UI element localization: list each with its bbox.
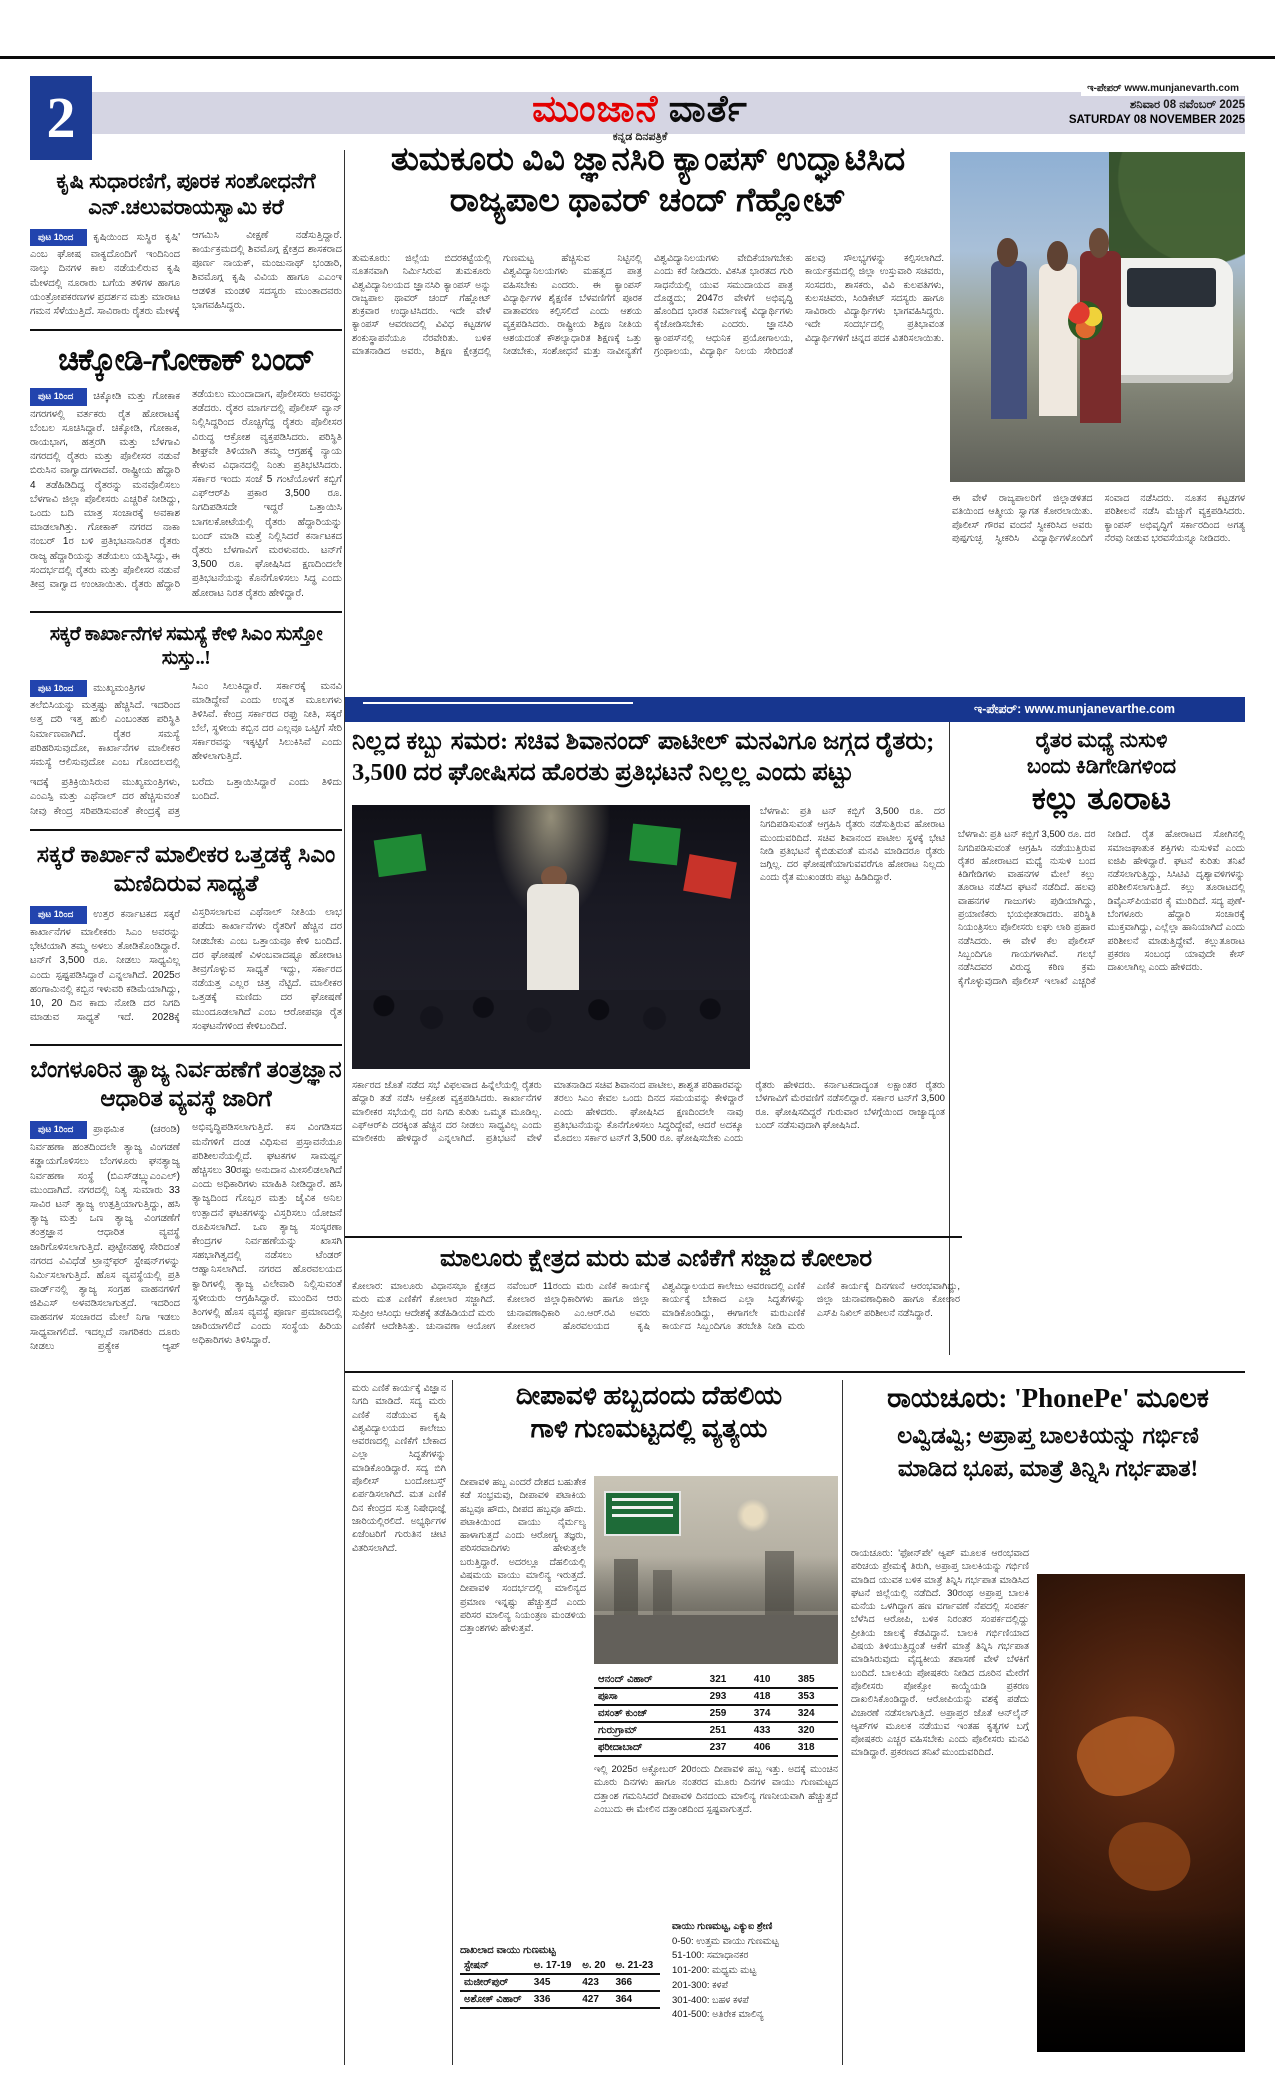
article-cane [352, 727, 945, 1232]
page-top-rule [0, 56, 1275, 59]
body-text: ಬೆಳಗಾವಿ: ಪ್ರತಿ ಟನ್ ಕಬ್ಬಿಗೆ 3,500 ರೂ. ದರ ನಿಗದಿಪಡಿಸುವಂತೆ ಆಗ್ರಹಿಸಿ ನಡೆಯುತ್ತಿರುವ ರೈತರ ಹೋರಾಟದ ಮಧ್ಯೆ ನುಸುಳಿ ಬಂದ ಕಿಡಿಗೇಡಿಗಳು ವಾಹನಗಳ ಮೇಲೆ ಕಲ್ಲು ತೂರಾಟ ನಡೆಸಿದ ಘಟನೆ ನಡೆದಿದೆ. ಹಲವು ವಾಹನಗಳ ಗಾಜುಗಳು ಪುಡಿಯಾಗಿದ್ದು, ಪ್ರಯಾಣಿಕರು ಭಯಭೀತರಾದರು. ಪರಿಸ್ಥಿತಿ ನಿಯಂತ್ರಿಸಲು ಪೊಲೀಸರು ಲಘು ಲಾಠಿ ಪ್ರಹಾರ ನಡೆಸಿದರು. ಈ ವೇಳೆ ಕೆಲ ಪೊಲೀಸ್ ಸಿಬ್ಬಂದಿಗೂ ಗಾಯಗಳಾಗಿವೆ. ಗಲಭೆ ನಡೆಸಿದವರ ವಿರುದ್ಧ ಕಠಿಣ ಕ್ರಮ ಕೈಗೊಳ್ಳುವುದಾಗಿ ಪೊಲೀಸ್ ಇಲಾಖೆ ಎಚ್ಚರಿಕೆ ನೀಡಿದೆ. ರೈತ ಹೋರಾಟದ ಸೋಗಿನಲ್ಲಿ ಸಮಾಜಘಾತುಕ ಶಕ್ತಿಗಳು ನುಸುಳಿವೆ ಎಂದು ಐಜಿಪಿ ಹೇಳಿದ್ದಾರೆ. ಘಟನೆ ಕುರಿತು ತನಿಖೆ ನಡೆಸಲಾಗುತ್ತಿದ್ದು, ಸಿಸಿಟಿವಿ ದೃಶ್ಯಾವಳಿಗಳನ್ನು ಪರಿಶೀಲಿಸಲಾಗುತ್ತಿದೆ. ಕಲ್ಲು ತೂರಾಟದಲ್ಲಿ ಡಿವೈಎಸ್‌ಪಿಯವರ ಕೈ ಮುರಿದಿದೆ. ಸದ್ಯ ಪುಣೆ-ಬೆಂಗಳೂರು ಹೆದ್ದಾರಿ ಸಂಚಾರಕ್ಕೆ ಮುಕ್ತವಾಗಿದ್ದು, ಎಲ್ಲೆಲ್ಲಾ ಹಾನಿಯಾಗಿದೆ ಎಂದು ಪರಿಶೀಲನೆ ಮಾಡುತ್ತಿದ್ದೇವೆ. ಕಲ್ಲುತೂರಾಟ ಪ್ರಕರಣ ಸಂಬಂಧ ಯಾವುದೇ ಕೇಸ್ ದಾಖಲಾಗಿಲ್ಲ ಎಂದು ಹೇಳಿದರು. [958, 829, 1245, 987]
article-tumkur-body [352, 252, 944, 682]
divider [30, 329, 342, 331]
article-cm-tired-body [30, 680, 342, 771]
epaper-bar-url[interactable]: ಇ-ಪೇಪರ್: www.munjanevarthe.com [974, 702, 1175, 716]
body-text: ಮುಖ್ಯಮಂತ್ರಿಗಳ ತಲೆಬಿಸಿಯನ್ನು ಮತ್ತಷ್ಟು ಹೆಚ್ಚಿಸಿದೆ. ಇದರಿಂದ ಅತ್ತ ದರಿ ಇತ್ತ ಹುಲಿ ಎಂಬಂತಹ ಪರಿಸ್ಥಿತಿ ನಿರ್ಮಾಣವಾಗಿದೆ. ರೈತರ ಸಮಸ್ಯೆ ಪರಿಹರಿಸುವುದೋ, ಕಾರ್ಖಾನೆಗಳ ಮಾಲೀಕರ ಸಮಸ್ಯೆ ಆಲಿಸುವುದೋ ಎಂಬ ಗೊಂದಲದಲ್ಲಿ ಸಿಎಂ ಸಿಲುಕಿದ್ದಾರೆ. ಸರ್ಕಾರಕ್ಕೆ ಮನವಿ ಮಾಡಿದ್ದೇವೆ ಎಂದು ಉನ್ನತ ಮೂಲಗಳು ತಿಳಿಸಿವೆ. ಕೇಂದ್ರ ಸರ್ಕಾರದ ರಫ್ತು ನೀತಿ, ಸಕ್ಕರೆ ಬೆಲೆ, ಸ್ಥಳೀಯ ಕಬ್ಬಿನ ದರ ಎಲ್ಲವೂ ಒಟ್ಟಿಗೆ ಸೇರಿ ಸರ್ಕಾರವನ್ನು ಇಕ್ಕಟ್ಟಿಗೆ ಸಿಲುಕಿಸಿವೆ ಎಂದು ಹೇಳಲಾಗುತ್ತಿದೆ. [30, 680, 342, 769]
divider [30, 611, 342, 613]
headline-phonepe-line3: ಮಾಡಿದ ಭೂಪ, ಮಾತ್ರೆ ತಿನ್ನಿಸಿ ಗರ್ಭಪಾತ! [897, 1455, 1199, 1481]
body-text: ತುಮಕೂರು: ಜಿಲ್ಲೆಯ ಬಿದರಕಟ್ಟೆಯಲ್ಲಿ ನೂತನವಾಗಿ ನಿರ್ಮಿಸಿರುವ ತುಮಕೂರು ವಿಶ್ವವಿದ್ಯಾನಿಲಯದ ಜ್ಞಾನಸಿರಿ ಕ್ಯಾಂಪಸ್ ಅನ್ನು ರಾಜ್ಯಪಾಲ ಥಾವರ್ ಚಂದ್ ಗೆಹ್ಲೋಟ್ ಶುಕ್ರವಾರ ಉದ್ಘಾಟಿಸಿದರು. ಇದೇ ವೇಳೆ ಕ್ಯಾಂಪಸ್ ಆವರಣದಲ್ಲಿ ವಿವಿಧ ಕಟ್ಟಡಗಳ ಶಂಕುಸ್ಥಾಪನೆಯೂ ನೆರವೇರಿತು. ಬಳಿಕ ಮಾತನಾಡಿದ ಅವರು, ಶಿಕ್ಷಣ ಕ್ಷೇತ್ರದಲ್ಲಿ ಗುಣಮಟ್ಟ ಹೆಚ್ಚಿಸುವ ನಿಟ್ಟಿನಲ್ಲಿ ವಿಶ್ವವಿದ್ಯಾನಿಲಯಗಳು ಮಹತ್ವದ ಪಾತ್ರ ವಹಿಸಬೇಕು ಎಂದರು. ಈ ಕ್ಯಾಂಪಸ್ ವಿದ್ಯಾರ್ಥಿಗಳ ಶೈಕ್ಷಣಿಕ ಬೆಳವಣಿಗೆಗೆ ಪೂರಕ ವಾತಾವರಣ ಕಲ್ಪಿಸಲಿದೆ ಎಂದು ಆಶಯ ವ್ಯಕ್ತಪಡಿಸಿದರು. ರಾಷ್ಟ್ರೀಯ ಶಿಕ್ಷಣ ನೀತಿಯ ಆಶಯದಂತೆ ಕೌಶಲ್ಯಾಧಾರಿತ ಶಿಕ್ಷಣಕ್ಕೆ ಒತ್ತು ನೀಡಬೇಕು, ಸಂಶೋಧನೆ ಮತ್ತು ನಾವೀನ್ಯತೆಗೆ ವಿಶ್ವವಿದ್ಯಾನಿಲಯಗಳು ವೇದಿಕೆಯಾಗಬೇಕು ಎಂದು ಕರೆ ನೀಡಿದರು. ವಿಕಸಿತ ಭಾರತದ ಗುರಿ ಸಾಧನೆಯಲ್ಲಿ ಯುವ ಸಮುದಾಯದ ಪಾತ್ರ ದೊಡ್ಡದು; 2047ರ ವೇಳೆಗೆ ಅಭಿವೃದ್ಧಿ ಹೊಂದಿದ ಭಾರತ ನಿರ್ಮಾಣಕ್ಕೆ ವಿದ್ಯಾರ್ಥಿಗಳು ಕೈಜೋಡಿಸಬೇಕು ಎಂದರು. ಜ್ಞಾನಸಿರಿ ಕ್ಯಾಂಪಸ್‌ನಲ್ಲಿ ಆಧುನಿಕ ಪ್ರಯೋಗಾಲಯ, ಗ್ರಂಥಾಲಯ, ವಿದ್ಯಾರ್ಥಿ ನಿಲಯ ಸೇರಿದಂತೆ ಹಲವು ಸೌಲಭ್ಯಗಳನ್ನು ಕಲ್ಪಿಸಲಾಗಿದೆ. ಕಾರ್ಯಕ್ರಮದಲ್ಲಿ ಜಿಲ್ಲಾ ಉಸ್ತುವಾರಿ ಸಚಿವರು, ಸಂಸದರು, ಶಾಸಕರು, ವಿವಿ ಕುಲಪತಿಗಳು, ಕುಲಸಚಿವರು, ಸಿಂಡಿಕೇಟ್ ಸದಸ್ಯರು ಹಾಗೂ ಸಾವಿರಾರು ವಿದ್ಯಾರ್ಥಿಗಳು ಭಾಗವಹಿಸಿದ್ದರು. ಇದೇ ಸಂದರ್ಭದಲ್ಲಿ ಪ್ರತಿಭಾವಂತ ವಿದ್ಯಾರ್ಥಿಗಳಿಗೆ ಚಿನ್ನದ ಪದಕ ವಿತರಿಸಲಾಯಿತು. [352, 253, 944, 358]
epaper-bar [345, 697, 1245, 722]
headline-cm-tired: ಸಕ್ಕರೆ ಕಾರ್ಖಾನೆಗಳ ಸಮಸ್ಯೆ ಕೇಳಿ ಸಿಎಂ ಸುಸ್ತೋ ಸುಸ್ತು..! [49, 623, 323, 670]
bar-decoration-line [363, 702, 633, 704]
article-delhi [460, 1380, 838, 2070]
station-table: ಸ್ಟೇಷನ್ ಅ. 17-19 ಅ. 20 ಅ. 21-23 ಮಜೀರ್‌ಪುರ್ 345 423 366 ಅಶೋಕ್ ವಿಹಾರ್ 336 427 364 [460, 1958, 660, 2009]
headline-delhi-line1: ದೀಪಾವಳಿ ಹಬ್ಬದಂದು ದೆಹಲಿಯ [515, 1381, 783, 1410]
article-phonepe-body [851, 1547, 1029, 2057]
column-divider [344, 150, 345, 2065]
photo-crime-dark [1037, 1574, 1245, 2052]
headline-stones-line2: ಬಂದು ಕಿಡಿಗೇಡಿಗಳಿಂದ [1026, 754, 1177, 779]
headline-phonepe-line2: ಲವ್ವಿಡವ್ವಿ; ಅಪ್ರಾಪ್ತ ಬಾಲಕಿಯನ್ನು ಗರ್ಭಿಣಿ [897, 1422, 1199, 1448]
body-text: ಇದಕ್ಕೆ ಪ್ರತಿಕ್ರಿಯಿಸಿರುವ ಮುಖ್ಯಮಂತ್ರಿಗಳು, ಎಂಎಸ್ಪಿ ಮತ್ತು ಎಥೆನಾಲ್ ದರ ಹೆಚ್ಚಿಸುವಂತೆ ನೀವು ಕೇಂದ್ರ ಸರಿಪಡಿಸುವಂತೆ ಕೇಂದ್ರಕ್ಕೆ ಪತ್ರ ಬರೆದು ಒತ್ತಾಯಿಸಿದ್ದಾರೆ ಎಂದು ತಿಳಿದು ಬಂದಿದೆ. [30, 777, 342, 817]
article-tumkur-body-right [952, 492, 1245, 688]
body-text: ಪ್ರಾಥಮಿಕ (ಚರಂಡಿ) ನಿರ್ವಹಣಾ ಹಂತದಿಂದಲೇ ತ್ಯಾಜ್ಯ ವಿಂಗಡಣೆ ಕಡ್ಡಾಯಗೊಳಿಸಲು ಬೆಂಗಳೂರು ಘನತ್ಯಾಜ್ಯ ನಿರ್ವಹಣಾ ಸಂಸ್ಥೆ (ಬಿಎಸ್‌ಡಬ್ಲ್ಯುಎಂಎಲ್) ಮುಂದಾಗಿದೆ. ನಗರದಲ್ಲಿ ನಿತ್ಯ ಸುಮಾರು 33 ಸಾವಿರ ಟನ್ ತ್ಯಾಜ್ಯ ಉತ್ಪತ್ತಿಯಾಗುತ್ತಿದ್ದು, ಹಸಿ ತ್ಯಾಜ್ಯ ಮತ್ತು ಒಣ ತ್ಯಾಜ್ಯ ವಿಂಗಡಣೆಗೆ ತಂತ್ರಜ್ಞಾನ ಆಧಾರಿತ ವ್ಯವಸ್ಥೆ ಜಾರಿಗೊಳಿಸಲಾಗುತ್ತಿದೆ. ಪುಟ್ಟೇನಹಳ್ಳಿ ಸೇರಿದಂತೆ ನಗರದ ವಿವಿಧೆಡೆ ಟ್ರಾನ್ಸ್‌ಫರ್ ಸ್ಟೇಷನ್‌ಗಳನ್ನು ನಿರ್ಮಿಸಲಾಗುತ್ತಿದೆ. ಹೊಸ ವ್ಯವಸ್ಥೆಯಲ್ಲಿ ಪ್ರತಿ ವಾರ್ಡ್‌ನಲ್ಲಿ ತ್ಯಾಜ್ಯ ಸಂಗ್ರಹ ವಾಹನಗಳಿಗೆ ಜಿಪಿಎಸ್ ಅಳವಡಿಸಲಾಗುತ್ತದೆ. ಇದರಿಂದ ವಾಹನಗಳ ಸಂಚಾರದ ಮೇಲೆ ನಿಗಾ ಇಡಲು ಸಾಧ್ಯವಾಗಲಿದೆ. ಇದಲ್ಲದೆ ನಾಗರಿಕರು ದೂರು ನೀಡಲು ಪ್ರತ್ಯೇಕ ಆ್ಯಪ್ ಅಭಿವೃದ್ಧಿಪಡಿಸಲಾಗುತ್ತಿದೆ. ಕಸ ವಿಂಗಡಿಸದ ಮನೆಗಳಿಗೆ ದಂಡ ವಿಧಿಸುವ ಪ್ರಸ್ತಾವನೆಯೂ ಪರಿಶೀಲನೆಯಲ್ಲಿದೆ. ಘಟಕಗಳ ಸಾಮರ್ಥ್ಯ ಹೆಚ್ಚಿಸಲು 30ರಷ್ಟು ಅನುದಾನ ಮೀಸಲಿಡಲಾಗಿದೆ ಎಂದು ಅಧಿಕಾರಿಗಳು ಮಾಹಿತಿ ನೀಡಿದ್ದಾರೆ. ಹಸಿ ತ್ಯಾಜ್ಯದಿಂದ ಗೊಬ್ಬರ ಮತ್ತು ಜೈವಿಕ ಅನಿಲ ಉತ್ಪಾದನೆ ಘಟಕಗಳನ್ನು ವಿಸ್ತರಿಸಲು ಯೋಜನೆ ರೂಪಿಸಲಾಗಿದೆ. ಒಣ ತ್ಯಾಜ್ಯ ಸಂಸ್ಕರಣಾ ಕೇಂದ್ರಗಳ ನಿರ್ವಹಣೆಯನ್ನು ಖಾಸಗಿ ಸಹಭಾಗಿತ್ವದಲ್ಲಿ ನಡೆಸಲು ಟೆಂಡರ್ ಆಹ್ವಾನಿಸಲಾಗಿದೆ. ನಗರದ ಹೊರವಲಯದ ಕ್ವಾರಿಗಳಲ್ಲಿ ತ್ಯಾಜ್ಯ ವಿಲೇವಾರಿ ನಿಲ್ಲಿಸುವಂತೆ ಸ್ಥಳೀಯರು ಆಗ್ರಹಿಸಿದ್ದಾರೆ. ಮುಂದಿನ ಆರು ತಿಂಗಳಲ್ಲಿ ಹೊಸ ವ್ಯವಸ್ಥೆ ಪೂರ್ಣ ಪ್ರಮಾಣದಲ್ಲಿ ಜಾರಿಯಾಗಲಿದೆ ಎಂದು ಸಂಸ್ಥೆಯ ಹಿರಿಯ ಅಧಿಕಾರಿಗಳು ತಿಳಿಸಿದ್ದಾರೆ. [30, 1122, 342, 1352]
aqi-scale-item: 101-200: ಮಧ್ಯಮ ಮಟ್ಟ [672, 1965, 757, 1977]
article-cane-side [760, 805, 945, 1069]
continued-tag: ಪುಟ 1ರಿಂದ [30, 229, 87, 247]
headline-stones-line1: ರೈತರ ಮಧ್ಯೆ ನುಸುಳಿ [1035, 728, 1168, 752]
photo-protest-night [352, 805, 750, 1069]
article-cm-pressure-pre [30, 776, 342, 819]
aqi-scale-item: 401-500: ಅತಿರೇಕ ಮಾಲಿನ್ಯ [672, 2009, 764, 2021]
station-table-caption: ದಾಖಲಾದ ವಾಯು ಗುಣಮಟ್ಟ [460, 1945, 556, 1956]
article-delhi-colB [594, 1763, 838, 1903]
continued-tag: ಪುಟ 1ರಿಂದ [30, 388, 87, 406]
headline-krishi: ಕೃಷಿ ಸುಧಾರಣಿಗೆ, ಪೂರಕ ಸಂಶೋಧನೆಗೆ ಎನ್.ಚಲುವರಾಯಸ್ವಾಮಿ ಕರೆ [56, 169, 316, 220]
aqi-scale-item: 51-100: ಸಮಾಧಾನಕರ [672, 1950, 749, 1962]
continued-tag: ಪುಟ 1ರಿಂದ [30, 906, 87, 924]
body-text: ರಾಯಚೂರು: 'ಫೋನ್‌ಪೇ' ಆ್ಯಪ್ ಮೂಲಕ ಆರಂಭವಾದ ಪರಿಚಯ ಪ್ರೇಮಕ್ಕೆ ತಿರುಗಿ, ಅಪ್ರಾಪ್ತ ಬಾಲಕಿಯನ್ನು ಗರ್ಭಿಣಿ ಮಾಡಿದ ಯುವಕ ಬಳಿಕ ಮಾತ್ರೆ ತಿನ್ನಿಸಿ ಗರ್ಭಪಾತ ಮಾಡಿಸಿದ ಘಟನೆ ಜಿಲ್ಲೆಯಲ್ಲಿ ನಡೆದಿದೆ. 30ರಂಥ ಅಪ್ರಾಪ್ತ ಬಾಲಕಿ ಮನೆಯ ಒಳಗಿದ್ದಾಗ ಹಣ ವರ್ಗಾವಣೆ ನೆಪದಲ್ಲಿ ಸಂಪರ್ಕ ಬೆಳೆಸಿದ ಆರೋಪಿ, ಬಳಿಕ ನಿರಂತರ ಸಂಪರ್ಕದಲ್ಲಿದ್ದು ಪ್ರೀತಿಯ ಜಾಲಕ್ಕೆ ಕೆಡವಿದ್ದಾನೆ. ಬಾಲಕಿ ಗರ್ಭಿಣಿಯಾದ ವಿಷಯ ತಿಳಿಯುತ್ತಿದ್ದಂತೆ ಆಕೆಗೆ ಮಾತ್ರೆ ತಿನ್ನಿಸಿ ಗರ್ಭಪಾತ ಮಾಡಿಸಿರುವುದು ವೈದ್ಯಕೀಯ ತಪಾಸಣೆ ವೇಳೆ ಬೆಳಕಿಗೆ ಬಂದಿದೆ. ಬಾಲಕಿಯ ಪೋಷಕರು ನೀಡಿದ ದೂರಿನ ಮೇರೆಗೆ ಪೊಲೀಸರು ಪೋಕ್ಸೋ ಕಾಯ್ದೆಯಡಿ ಪ್ರಕರಣ ದಾಖಲಿಸಿಕೊಂಡಿದ್ದಾರೆ. ಆರೋಪಿಯನ್ನು ವಶಕ್ಕೆ ಪಡೆದು ವಿಚಾರಣೆ ನಡೆಸಲಾಗುತ್ತಿದೆ. ಅಪ್ರಾಪ್ತರ ಜೊತೆ ಆನ್‌ಲೈನ್ ಆ್ಯಪ್‌ಗಳ ಮೂಲಕ ನಡೆಯುವ ಇಂತಹ ಕೃತ್ಯಗಳ ಬಗ್ಗೆ ಪೋಷಕರು ಎಚ್ಚರ ವಹಿಸಬೇಕು ಎಂದು ಪೊಲೀಸರು ಮನವಿ ಮಾಡಿದ್ದಾರೆ. ಪ್ರಕರಣದ ತನಿಖೆ ಮುಂದುವರಿದಿದೆ. [851, 1548, 1029, 1759]
headline-delhi-line2: ಗಾಳಿ ಗುಣಮಟ್ಟದಲ್ಲಿ ವ್ಯತ್ಯಯ [530, 1413, 768, 1443]
article-kolar-continuation [352, 1382, 446, 2032]
aqi-scale-title: ವಾಯು ಗುಣಮಟ್ಟ, ಎಕ್ಯುಐ ಶ್ರೇಣಿ [672, 1921, 773, 1932]
aqi-scale-item: 301-400: ಬಹಳ ಕಳಪೆ [672, 1994, 749, 2006]
aqi-scale-item: 201-300: ಕಳಪೆ [672, 1979, 729, 1991]
article-delhi-colA [460, 1476, 586, 1936]
body-text: ಉತ್ತರ ಕರ್ನಾಟಕದ ಸಕ್ಕರೆ ಕಾರ್ಖಾನೆಗಳ ಮಾಲೀಕರು ಸಿಎಂ ಅವರನ್ನು ಭೇಟಿಯಾಗಿ ತಮ್ಮ ಅಳಲು ತೋಡಿಕೊಂಡಿದ್ದಾರೆ. ಟನ್‌ಗೆ 3,500 ರೂ. ನೀಡಲು ಸಾಧ್ಯವಿಲ್ಲ ಎಂದು ಸ್ಪಷ್ಟಪಡಿಸಿದ್ದಾರೆ ಎನ್ನಲಾಗಿದೆ. 2025ರ ಹಂಗಾಮಿನಲ್ಲಿ ಕಬ್ಬಿನ ಇಳುವರಿ ಕಡಿಮೆಯಾಗಿದ್ದು, 10, 20 ದಿನ ಕಾದು ನೋಡಿ ದರ ನಿಗದಿ ಮಾಡುವ ಸಾಧ್ಯತೆ ಇದೆ. 2028ಕ್ಕೆ ವಿಸ್ತರಿಸಲಾಗುವ ಎಥೆನಾಲ್ ನೀತಿಯ ಲಾಭ ಪಡೆದು ಕಾರ್ಖಾನೆಗಳು ರೈತರಿಗೆ ಹೆಚ್ಚಿನ ದರ ನೀಡಬೇಕು ಎಂಬ ಒತ್ತಾಯವೂ ಕೇಳಿ ಬಂದಿದೆ. ದರ ಘೋಷಣೆ ವಿಳಂಬವಾದಷ್ಟೂ ಹೋರಾಟ ತೀವ್ರಗೊಳ್ಳುವ ಸಾಧ್ಯತೆ ಇದ್ದು, ಸರ್ಕಾರದ ನಡೆಯತ್ತ ಎಲ್ಲರ ಚಿತ್ತ ನೆಟ್ಟಿದೆ. ಮಾಲೀಕರ ಒತ್ತಡಕ್ಕೆ ಮಣಿದು ದರ ಘೋಷಣೆ ಮುಂದೂಡಲಾಗಿದೆ ಎಂಬ ಆರೋಪವೂ ರೈತ ಸಂಘಟನೆಗಳಿಂದ ಕೇಳಿಬಂದಿದೆ. [30, 907, 342, 1032]
divider [30, 829, 342, 831]
article-tumkur [352, 140, 1245, 692]
article-bandh-body [30, 388, 342, 601]
headline-tumkur-line1: ತುಮಕೂರು ವಿವಿ ಜ್ಞಾನಸಿರಿ ಕ್ಯಾಂಪಸ್ ಉದ್ಘಾಟಿಸಿದ [390, 142, 906, 178]
headline-kolar: ಮಾಲೂರು ಕ್ಷೇತ್ರದ ಮರು ಮತ ಎಣಿಕೆಗೆ ಸಜ್ಜಾದ ಕೋಲಾರ [439, 1246, 873, 1272]
body-text: ದೀಪಾವಳಿ ಹಬ್ಬ ಎಂದರೆ ದೇಶದ ಬಹುತೇಕ ಕಡೆ ಸಂಭ್ರಮವು, ದೀಪಾವಳಿ ಪಟಾಕಿಯ ಹಬ್ಬವೂ ಹೌದು, ದೀಪದ ಹಬ್ಬವೂ ಹೌದು. ಪಟಾಕಿಯಿಂದ ವಾಯು ನೈರ್ಮಲ್ಯ ಹಾಳಾಗುತ್ತದೆ ಎಂದು ಆರೋಗ್ಯ ತಜ್ಞರು, ಪರಿಸರವಾದಿಗಳು ಹೇಳುತ್ತಲೇ ಬರುತ್ತಿದ್ದಾರೆ. ಅದರಲ್ಲೂ ದೆಹಲಿಯಲ್ಲಿ ವಿಷಮಯ ವಾಯು ಮಾಲಿನ್ಯ ಇರುತ್ತದೆ. ದೀಪಾವಳಿ ಸಂದರ್ಭದಲ್ಲಿ ಮಾಲಿನ್ಯದ ಪ್ರಮಾಣ ಇನ್ನಷ್ಟು ಹೆಚ್ಚುತ್ತದೆ ಎಂದು ಪರಿಸರ ಮಾಲಿನ್ಯ ನಿಯಂತ್ರಣ ಮಂಡಳಿಯ ದತ್ತಾಂಶಗಳು ಹೇಳುತ್ತವೆ. [460, 1477, 586, 1635]
body-text: ಈ ವೇಳೆ ರಾಜ್ಯಪಾಲರಿಗೆ ಜಿಲ್ಲಾಡಳಿತದ ವತಿಯಿಂದ ಆತ್ಮೀಯ ಸ್ವಾಗತ ಕೋರಲಾಯಿತು. ಪೊಲೀಸ್ ಗೌರವ ವಂದನೆ ಸ್ವೀಕರಿಸಿದ ಅವರು ಪುಷ್ಪಗುಚ್ಛ ಸ್ವೀಕರಿಸಿ ವಿದ್ಯಾರ್ಥಿಗಳೊಂದಿಗೆ ಸಂವಾದ ನಡೆಸಿದರು. ನೂತನ ಕಟ್ಟಡಗಳ ಪರಿಶೀಲನೆ ನಡೆಸಿ ಮೆಚ್ಚುಗೆ ವ್ಯಕ್ತಪಡಿಸಿದರು. ಕ್ಯಾಂಪಸ್ ಅಭಿವೃದ್ಧಿಗೆ ಸರ್ಕಾರದಿಂದ ಅಗತ್ಯ ನೆರವು ನೀಡುವ ಭರವಸೆಯನ್ನೂ ನೀಡಿದರು. [952, 493, 1245, 544]
delhi-media-stack [594, 1476, 838, 1903]
photo-governor-inauguration [950, 152, 1245, 482]
aqi-scale-item: 0-50: ಉತ್ತಮ ವಾಯು ಗುಣಮಟ್ಟ [672, 1935, 779, 1947]
headline-phonepe-line1: ರಾಯಚೂರು: 'PhonePe' ಮೂಲಕ [887, 1383, 1209, 1413]
section-rule [345, 1371, 1245, 1373]
article-phonepe [851, 1382, 1245, 2067]
headline-tumkur-line2: ರಾಜ್ಯಪಾಲ ಥಾವರ್ ಚಂದ್ ಗೆಹ್ಲೋಟ್ [449, 183, 847, 220]
body-text: ಬೆಳಗಾವಿ: ಪ್ರತಿ ಟನ್ ಕಬ್ಬಿಗೆ 3,500 ರೂ. ದರ ನಿಗದಿಪಡಿಸುವಂತೆ ಆಗ್ರಹಿಸಿ ರೈತರು ನಡೆಸುತ್ತಿರುವ ಹೋರಾಟ ಮುಂದುವರಿದಿದೆ. ಸಚಿವ ಶಿವಾನಂದ ಪಾಟೀಲ ಸ್ಥಳಕ್ಕೆ ಭೇಟಿ ನೀಡಿ ಪ್ರತಿಭಟನೆ ಕೈಬಿಡುವಂತೆ ಮನವಿ ಮಾಡಿದರೂ ರೈತರು ಜಗ್ಗಿಲ್ಲ. ದರ ಘೋಷಣೆಯಾಗುವವರೆಗೂ ಹೋರಾಟ ನಿಲ್ಲದು ಎಂದು ರೈತ ಮುಖಂಡರು ಪಟ್ಟು ಹಿಡಿದಿದ್ದಾರೆ. [760, 806, 945, 884]
left-column [30, 168, 342, 2068]
header-right [995, 78, 1245, 126]
continued-tag: ಪುಟ 1ರಿಂದ [30, 1121, 87, 1139]
continued-tag: ಪುಟ 1ರಿಂದ [30, 680, 87, 698]
body-text: ಚಿಕ್ಕೋಡಿ ಮತ್ತು ಗೋಕಾಕ ನಗರಗಳಲ್ಲಿ ವರ್ತಕರು ರೈತ ಹೋರಾಟಕ್ಕೆ ಬೆಂಬಲ ಸೂಚಿಸಿದ್ದಾರೆ. ಚಿಕ್ಕೋಡಿ, ಗೋಕಾಕ, ರಾಯಭಾಗ, ಹತ್ತರಗಿ ಮತ್ತು ಬೆಳಗಾವಿ ನಗರದಲ್ಲಿ ರೈತರು ಮತ್ತು ಪೊಲೀಸರ ನಡುವೆ ಬಿರುಸಿನ ವಾಗ್ವಾದಗಳಾದವೆ. ರಾಷ್ಟ್ರೀಯ ಹೆದ್ದಾರಿ 4 ತಡೆಹಿಡಿದಿದ್ದ ರೈತರನ್ನು ಮನವೊಲಿಸಲು ಬೆಳಗಾವಿ ಜಿಲ್ಲಾ ಪೊಲೀಸರು ಎಚ್ಚರಿಕೆ ನೀಡಿದ್ದು, ಒಂದು ಬದಿ ಮಾತ್ರ ಸಂಚಾರಕ್ಕೆ ಅವಕಾಶ ಮಾಡಲಾಗಿತ್ತು. ಗೋಕಾಕ್ ನಗರದ ನಾಕಾ ನಂಬರ್ 1ರ ಬಳಿ ಪ್ರತಿಭಟನಾನಿರತ ರೈತರು ರಾಜ್ಯ ಹೆದ್ದಾರಿಯನ್ನು ತಡೆಯಲು ಯತ್ನಿಸಿದ್ದು, ಈ ಸಂದರ್ಭದಲ್ಲಿ ರೈತರು ಮತ್ತು ಪೊಲೀಸರ ನಡುವೆ ತೀವ್ರ ವಾಗ್ವಾದ ಉಂಟಾಯಿತು. ರೈತರು ಹೆದ್ದಾರಿ ತಡೆಯಲು ಮುಂದಾದಾಗ, ಪೊಲೀಸರು ಅವರನ್ನು ತಡೆದರು. ರೈತರ ಮಾರ್ಗದಲ್ಲಿ ಪೊಲೀಸ್ ವ್ಯಾನ್ ನಿಲ್ಲಿಸಿದ್ದರಿಂದ ರೊಚ್ಚಿಗೆದ್ದ ರೈತರು ಪೊಲೀಸರ ವಿರುದ್ಧ ಆಕ್ರೋಶ ವ್ಯಕ್ತಪಡಿಸಿದರು. ಪರಿಸ್ಥಿತಿ ಶೀಘ್ರವೇ ತಿಳಿಯಾಗಿ ತಮ್ಮ ಆಗ್ರಹಕ್ಕೆ ನ್ಯಾಯ ಕೇಳುವ ವಿಧಾನದಲ್ಲಿ ನಿಂತು ಪ್ರತಿಭಟಿಸಿದರು. ಸರ್ಕಾರ ಇಂದು ಸಂಜೆ 5 ಗಂಟೆಯೊಳಗೆ ಕಬ್ಬಿಗೆ ಎಫ್‌ಆರ್‌ಪಿ ಪ್ರಕಾರ 3,500 ರೂ. ನಿಗದಿಪಡಿಸದೇ ಇದ್ದರೆ ಒತ್ತಾಯಿಸಿ ಬಾಗಲಕೋಟೆಯಲ್ಲಿ ರೈತರು ಹೆದ್ದಾರಿಯನ್ನು ಬಂದ್ ಮಾಡಿ ಮತ್ತೆ ನಿಲ್ಲಿಸಿದರೆ ಕರ್ನಾಟಕದ ರೈತರು ಬೆಳಗಾವಿಗೆ ಮರಳುವರು. ಟನ್‌ಗೆ 3,500 ರೂ. ಘೋಷಿಸಿದ ಕ್ಷಣದಿಂದಲೇ ಪ್ರತಿಭಟನೆಯನ್ನು ಕೊನೆಗೊಳಿಸಲು ಸಿದ್ಧ ಎಂದು ಹೋರಾಟ ನಿರತ ರೈತರು ಹೇಳಿದ್ದಾರೆ. [30, 388, 342, 599]
body-text: ಕೃಷಿಯಿಂದ ಸುಸ್ಥಿರ ಕೃಷಿ' ಎಂಬ ಘೋಷ ವಾಕ್ಯದೊಂದಿಗೆ ಇಂದಿನಿಂದ ನಾಲ್ಕು ದಿನಗಳ ಕಾಲ ನಡೆಯಲಿರುವ ಕೃಷಿ ಮೇಳದಲ್ಲಿ ನೂರಾರು ಬಗೆಯ ತಳಿಗಳ ಹಾಗೂ ಯಂತ್ರೋಪಕರಣಗಳ ಪ್ರದರ್ಶನ ಮತ್ತು ಮಾರಾಟ ಗಮನ ಸೆಳೆಯುತ್ತಿದೆ. ಸಾವಿರಾರು ರೈತರು ಮೇಳಕ್ಕೆ ಆಗಮಿಸಿ ವೀಕ್ಷಣೆ ನಡೆಸುತ್ತಿದ್ದಾರೆ. ಕಾರ್ಯಕ್ರಮದಲ್ಲಿ ಶಿವಮೊಗ್ಗ ಕ್ಷೇತ್ರದ ಶಾಸಕರಾದ ಪೂರ್ಣ ನಾಯಕ್, ಮಂಜುನಾಥ್ ಭಂಡಾರಿ, ಶಿವಮೊಗ್ಗ ಕೃಷಿ ವಿವಿಯ ಹಾಗೂ ಎಎಂಇ ಆಡಳಿತ ಮಂಡಳಿ ಸದಸ್ಯರು ಮುಂತಾದವರು ಭಾಗವಹಿಸಿದ್ದರು. [30, 229, 342, 318]
headline-stones-line3: ಕಲ್ಲು ತೂರಾಟ [1031, 780, 1172, 816]
article-krishi-body [30, 229, 342, 320]
aqi-table: ಆನಂದ್ ವಿಹಾರ್ 321 410 385 ಪೂಸಾ 293 418 353 ವಸಂತ್ ಕುಂಜ್ 259 374 324 ಗುರುಗ್ರಾಮ್ 251 433 320 ಫರೀದಾಬಾದ್ 237 406 318 [594, 1672, 838, 1757]
article-waste-body [30, 1121, 342, 1354]
article-stones [958, 727, 1245, 1355]
headline-bandh: ಚಿಕ್ಕೋಡಿ-ಗೋಕಾಕ್ ಬಂದ್ [58, 342, 314, 378]
masthead [420, 88, 860, 144]
article-cane-bottom [352, 1079, 945, 1229]
page-number: 2 [30, 76, 92, 160]
article-stones-body [958, 828, 1245, 1333]
column-divider [842, 1380, 843, 2065]
section-rule [345, 1236, 962, 1238]
body-text: ಕೋಲಾರ: ಮಾಲೂರು ವಿಧಾನಸಭಾ ಕ್ಷೇತ್ರದ ಮರು ಮತ ಎಣಿಕೆಗೆ ಕೋಲಾರ ಸಜ್ಜಾಗಿದೆ. ಸುಪ್ರೀಂ ಆಸಿಂಧು ಆದೇಶಕ್ಕೆ ತಡೆಹಿಡಿಯದೆ ಮರು ಎಣಿಕೆಗೆ ಆದೇಶಿಸಿತ್ತು. ಚುನಾವಣಾ ಆಯೋಗ ನವೆಂಬರ್ 11ರಂದು ಮರು ಎಣಿಕೆ ಕಾರ್ಯಕ್ಕೆ ಕೋಲಾರ ಜಿಲ್ಲಾಧಿಕಾರಿಗಳು ಹಾಗೂ ಜಿಲ್ಲಾ ಚುನಾವಣಾಧಿಕಾರಿ ಎಂ.ಆರ್.ರವಿ ಅವರು ಕೋಲಾರ ಹೊರವಲಯದ ಕೃಷಿ ವಿಶ್ವವಿದ್ಯಾಲಯದ ಕಾಲೇಜು ಆವರಣದಲ್ಲಿ ಎಣಿಕೆ ಕಾರ್ಯಕ್ಕೆ ಬೇಕಾದ ಎಲ್ಲಾ ಸಿದ್ಧತೆಗಳನ್ನು ಮಾಡಿಕೊಂಡಿದ್ದು, ಈಗಾಗಲೇ ಮರುಎಣಿಕೆ ಕಾರ್ಯದ ಸಿಬ್ಬಂದಿಗೂ ತರಬೇತಿ ನೀಡಿ ಮರು ಎಣಿಕೆ ಕಾರ್ಯಕ್ಕೆ ದಿನಗಣನೆ ಆರಂಭವಾಗಿದ್ದು, ಜಿಲ್ಲಾ ಚುನಾವಣಾಧಿಕಾರಿ ಹಾಗೂ ಕೋಲಾರ ಎಸ್‌ಪಿ ನಿಖಿಲ್ ಪರಿಶೀಲನೆ ನಡೆಸಿದ್ದಾರೆ. [352, 1281, 960, 1332]
article-cm-pressure-body [30, 906, 342, 1034]
date-kannada: ಶನಿವಾರ 08 ನವೆಂಬರ್ 2025 [1129, 99, 1245, 111]
headline-cane-line1: ನಿಲ್ಲದ ಕಬ್ಬು ಸಮರ: ಸಚಿವ ಶಿವಾನಂದ್ ಪಾಟೀಲ್ ಮನವಿಗೂ ಜಗ್ಗದ ರೈತರು; [352, 728, 935, 755]
headline-cane-line2: 3,500 ದರ ಘೋಷಿಸದ ಹೊರತು ಪ್ರತಿಭಟನೆ ನಿಲ್ಲಲ್ಲ ಎಂದು ಪಟ್ಟು [352, 758, 854, 786]
body-text: ಇಲ್ಲಿ 2025ರ ಅಕ್ಟೋಬರ್ 20ರಂದು ದೀಪಾವಳಿ ಹಬ್ಬ ಇತ್ತು. ಅದಕ್ಕೆ ಮುಂಚಿನ ಮೂರು ದಿನಗಳು ಹಾಗೂ ನಂತರದ ಮೂರು ದಿನಗಳ ವಾಯು ಗುಣಮಟ್ಟದ ದತ್ತಾಂಶ ಗಮನಿಸಿದರೆ ದೀಪಾವಳಿ ದಿನದಂದು ಮಾಲಿನ್ಯ ಗಣನೀಯವಾಗಿ ಹೆಚ್ಚುತ್ತದೆ ಎಂಬುದು ಈ ಮೇಲಿನ ದತ್ತಾಂಶದಿಂದ ಸ್ಪಷ್ಟವಾಗುತ್ತದೆ. [594, 1764, 838, 1815]
article-kolar-body [352, 1280, 960, 1360]
photo-delhi-smog [594, 1476, 838, 1664]
masthead-subtitle: ಕನ್ನಡ ದಿನಪತ್ರಿಕೆ [612, 131, 668, 143]
masthead-title-red: ಮುಂಜಾನೆ [532, 89, 659, 130]
masthead-title-black: ವಾರ್ತೆ [668, 89, 748, 130]
headline-waste: ಬೆಂಗಳೂರಿನ ತ್ಯಾಜ್ಯ ನಿರ್ವಹಣೆಗೆ ತಂತ್ರಜ್ಞಾನ ಆಧಾರಿತ ವ್ಯವಸ್ಥೆ ಜಾರಿಗೆ [30, 1056, 342, 1111]
date-english: SATURDAY 08 NOVEMBER 2025 [1068, 114, 1245, 126]
article-kolar [352, 1244, 960, 1364]
column-divider [452, 1380, 453, 2065]
station-table-block [460, 1945, 660, 2009]
body-text: ಸರ್ಕಾರದ ಜೊತೆ ನಡೆದ ಸಭೆ ವಿಫಲವಾದ ಹಿನ್ನೆಲೆಯಲ್ಲಿ ರೈತರು ಹೆದ್ದಾರಿ ತಡೆ ನಡೆಸಿ ಆಕ್ರೋಶ ವ್ಯಕ್ತಪಡಿಸಿದರು. ಕಾರ್ಖಾನೆಗಳ ಮಾಲೀಕರ ಸಭೆಯಲ್ಲಿ ದರ ನಿಗದಿ ಕುರಿತು ಒಮ್ಮತ ಮೂಡಿಲ್ಲ. ಎಫ್‌ಆರ್‌ಪಿ ದರಕ್ಕಿಂತ ಹೆಚ್ಚಿನ ದರ ನೀಡಲು ಸಾಧ್ಯವಿಲ್ಲ ಎಂದು ಮಾಲೀಕರು ಹೇಳಿದ್ದಾರೆ ಎನ್ನಲಾಗಿದೆ. ಪ್ರತಿಭಟನೆ ವೇಳೆ ಮಾತನಾಡಿದ ಸಚಿವ ಶಿವಾನಂದ ಪಾಟೀಲ, ಶಾಶ್ವತ ಪರಿಹಾರವನ್ನು ತರಲು ಸಿಎಂ ಕೇವಲ ಒಂದು ದಿನದ ಸಮಯವನ್ನು ಕೇಳಿದ್ದಾರೆ ಎಂದು ಹೇಳಿದರು. ಘೋಷಿಸಿದ ಕ್ಷಣದಿಂದಲೇ ನಾವು ಪ್ರತಿಭಟನೆಯನ್ನು ಕೊನೆಗೊಳಿಸಲು ಸಿದ್ಧರಿದ್ದೇವೆ, ಆದರೆ ಅದಕ್ಕೂ ಮೊದಲು ಸರ್ಕಾರ ಟನ್‌ಗೆ 3,500 ರೂ. ಘೋಷಿಸಬೇಕು ಎಂದು ರೈತರು ಹೇಳಿದರು. ಕರ್ನಾಟಕದಾದ್ಯಂತ ಲಕ್ಷಾಂತರ ರೈತರು ಬೆಳಗಾವಿಗೆ ಮೆರವಣಿಗೆ ನಡೆಸಲಿದ್ದಾರೆ. ಸರ್ಕಾರ ಟನ್‌ಗೆ 3,500 ರೂ. ಘೋಷಿಸದಿದ್ದರೆ ಗುರುವಾರ ಬೆಳಗ್ಗೆಯಿಂದ ರಾಜ್ಯಾದ್ಯಂತ ಬಂದ್ ನಡೆಸುವುದಾಗಿ ಘೋಷಿಸಿದೆ. [352, 1080, 945, 1145]
divider [30, 1044, 342, 1046]
body-text: ಮರು ಎಣಿಕೆ ಕಾರ್ಯಕ್ಕೆ ವಿಜ್ಞಾನ ನಿಗದಿ ಮಾಡಿದೆ. ಸದ್ಯ ಮರು ಎಣಿಕೆ ನಡೆಯುವ ಕೃಷಿ ವಿಶ್ವವಿದ್ಯಾಲಯದ ಕಾಲೇಜು ಆವರಣದಲ್ಲಿ ಎಣಿಕೆಗೆ ಬೇಕಾದ ಎಲ್ಲಾ ಸಿದ್ಧತೆಗಳನ್ನು ಮಾಡಿಕೊಂಡಿದ್ದಾರೆ. ಸದ್ಯ ಬಿಗಿ ಪೊಲೀಸ್ ಬಂದೋಬಸ್ತ್ ಏರ್ಪಡಿಸಲಾಗಿದೆ. ಮತ ಎಣಿಕೆ ದಿನ ಕೇಂದ್ರದ ಸುತ್ತ ನಿಷೇಧಾಜ್ಞೆ ಜಾರಿಯಲ್ಲಿರಲಿದೆ. ಅಭ್ಯರ್ಥಿಗಳ ಏಜೆಂಟರಿಗೆ ಗುರುತಿನ ಚೀಟಿ ವಿತರಿಸಲಾಗಿದೆ. [352, 1383, 446, 1554]
epaper-url-link[interactable]: ಇ-ಪೇಪರ್ www.munjanevarth.com [1081, 81, 1245, 96]
aqi-scale-list [672, 1920, 838, 2023]
headline-cm-pressure: ಸಕ್ಕರೆ ಕಾರ್ಖಾನೆ ಮಾಲೀಕರ ಒತ್ತಡಕ್ಕೆ ಸಿಎಂ ಮಣಿದಿರುವ ಸಾಧ್ಯತೆ [36, 841, 336, 896]
